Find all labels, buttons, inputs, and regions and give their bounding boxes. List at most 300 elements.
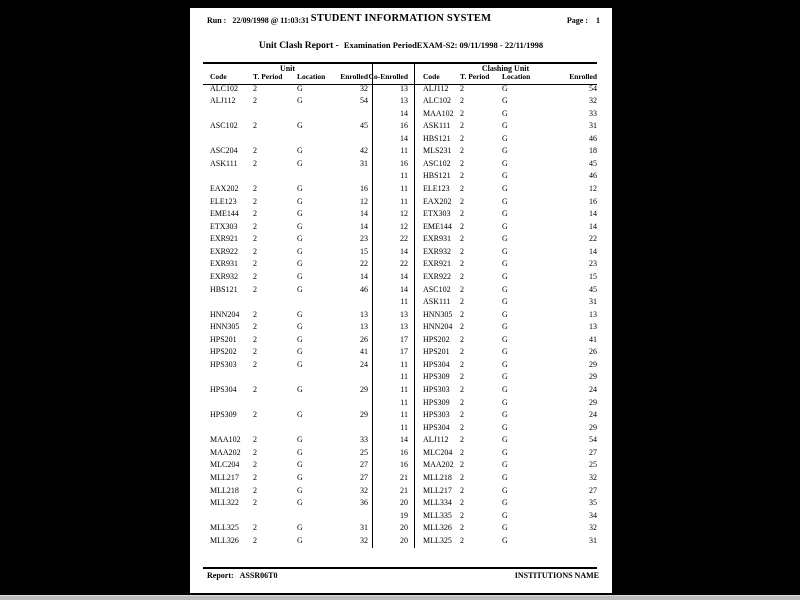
table-row	[203, 108, 597, 121]
cell-clash-tperiod: 2	[460, 372, 464, 382]
cell-clash-tperiod: 2	[460, 121, 464, 131]
cell-unit-code: ASC204	[210, 146, 238, 156]
column-gap	[408, 422, 423, 435]
cell-clash-enrolled: 54	[589, 83, 597, 93]
cell-unit-tperiod	[253, 133, 297, 146]
cell-clash-tperiod: 2	[460, 397, 464, 407]
cell-coenrolled: 21	[400, 472, 408, 482]
cell-unit-location: G	[297, 359, 303, 369]
cell-clash-enrolled: 25	[589, 460, 597, 470]
cell-unit-code	[210, 133, 253, 146]
cell-unit-location	[297, 397, 337, 410]
cell-unit-code: EXR931	[210, 259, 238, 269]
cell-unit-location: G	[297, 184, 303, 193]
cell-unit-tperiod: 2	[253, 196, 257, 206]
table-row	[203, 535, 597, 548]
cell-unit-tperiod: 2	[253, 146, 257, 156]
cell-coenrolled: 22	[400, 259, 408, 269]
table-row	[203, 95, 597, 108]
cell-clash-enrolled: 22	[589, 234, 597, 244]
footer-report-code: ASSR06T0	[239, 571, 278, 580]
cell-unit-enrolled	[337, 170, 368, 183]
column-gap	[408, 258, 423, 271]
column-gap	[408, 522, 423, 535]
cell-clash-tperiod: 2	[460, 309, 464, 319]
cell-unit-tperiod	[253, 371, 297, 384]
cell-clash-code: HBS121	[423, 171, 451, 181]
taskbar-strip	[0, 595, 800, 600]
cell-clash-location: G	[502, 498, 508, 508]
cell-unit-tperiod: 2	[253, 410, 257, 420]
cell-unit-location: G	[297, 435, 303, 445]
cell-clash-code: HPS201	[423, 347, 450, 357]
cell-unit-location	[297, 422, 337, 435]
cell-clash-enrolled: 54	[589, 435, 597, 445]
cell-unit-enrolled: 27	[360, 472, 368, 482]
table-row	[203, 334, 597, 347]
cell-unit-code: HPS309	[210, 410, 237, 420]
cell-clash-enrolled: 18	[589, 146, 597, 156]
cell-clash-code: MLC204	[423, 447, 453, 457]
cell-unit-code: ASK111	[210, 158, 238, 168]
cell-unit-location: G	[297, 221, 303, 231]
cell-unit-tperiod	[253, 422, 297, 435]
cell-unit-code: MLL217	[210, 472, 239, 482]
cell-unit-location: G	[297, 334, 303, 344]
cell-unit-tperiod: 2	[253, 472, 257, 482]
cell-unit-location: G	[297, 146, 303, 156]
cell-clash-location: G	[502, 96, 508, 106]
column-gap	[408, 296, 423, 309]
cell-unit-location: G	[297, 447, 303, 457]
cell-unit-location: G	[297, 472, 303, 482]
cell-clash-tperiod: 2	[460, 410, 464, 420]
cell-clash-location: G	[502, 234, 508, 244]
cell-unit-enrolled	[337, 397, 368, 410]
cell-unit-code	[210, 170, 253, 183]
cell-clash-enrolled: 13	[589, 322, 597, 332]
cell-coenrolled: 17	[400, 347, 408, 357]
cell-unit-enrolled: 13	[360, 322, 368, 332]
cell-unit-tperiod: 2	[253, 234, 257, 244]
cell-unit-code: MLL218	[210, 485, 239, 495]
page-indicator-label: Page :	[566, 16, 588, 25]
cell-unit-location: G	[297, 83, 303, 93]
report-subtitle	[190, 35, 612, 53]
cell-clash-enrolled: 29	[589, 372, 597, 382]
column-gap	[408, 95, 423, 108]
cell-coenrolled: 11	[400, 171, 408, 181]
cell-unit-enrolled: 41	[360, 347, 368, 357]
cell-coenrolled: 20	[400, 523, 408, 533]
header-clash-location: Location	[502, 72, 531, 81]
cell-unit-location: G	[297, 259, 303, 269]
cell-clash-tperiod: 2	[460, 271, 464, 281]
cell-unit-location: G	[297, 485, 303, 495]
cell-unit-tperiod: 2	[253, 309, 257, 319]
table-row	[203, 384, 597, 397]
cell-unit-tperiod: 2	[253, 246, 257, 256]
cell-clash-tperiod: 2	[460, 322, 464, 332]
column-gap	[408, 284, 423, 297]
cell-unit-enrolled: 32	[360, 535, 368, 545]
cell-coenrolled: 11	[400, 410, 408, 420]
column-gap	[408, 472, 423, 485]
cell-unit-location: G	[297, 209, 303, 219]
table-row	[203, 120, 597, 133]
cell-unit-enrolled: 23	[360, 234, 368, 244]
cell-unit-code: MAA202	[210, 447, 241, 457]
table-row	[203, 170, 597, 183]
cell-coenrolled: 14	[400, 435, 408, 445]
cell-clash-code: MAA202	[423, 460, 454, 470]
cell-clash-tperiod: 2	[460, 209, 464, 219]
header-clash-code: Code	[423, 72, 440, 81]
cell-unit-code	[210, 510, 253, 523]
table-row	[203, 371, 597, 384]
footer-report-label: Report:	[207, 571, 234, 580]
cell-unit-enrolled: 14	[360, 271, 368, 281]
column-gap	[408, 334, 423, 347]
cell-coenrolled: 16	[400, 121, 408, 131]
cell-unit-location: G	[297, 347, 303, 357]
cell-clash-tperiod: 2	[460, 385, 464, 394]
cell-coenrolled: 14	[400, 284, 408, 294]
cell-unit-tperiod	[253, 108, 297, 121]
cell-unit-tperiod	[253, 510, 297, 523]
column-gap	[408, 196, 423, 209]
cell-clash-enrolled: 27	[589, 485, 597, 495]
cell-clash-code: HNN305	[423, 309, 453, 319]
footer-report-id	[207, 571, 277, 580]
cell-clash-code: HPS309	[423, 372, 450, 382]
cell-clash-location: G	[502, 485, 508, 495]
cell-clash-tperiod: 2	[460, 221, 464, 231]
cell-unit-location: G	[297, 234, 303, 244]
header-unit-location: Location	[297, 72, 326, 81]
cell-coenrolled: 22	[400, 234, 408, 244]
column-gap	[408, 72, 423, 82]
cell-clash-enrolled: 27	[589, 447, 597, 457]
cell-clash-code: ASK111	[423, 121, 451, 131]
cell-coenrolled: 14	[400, 108, 408, 118]
cell-unit-tperiod: 2	[253, 96, 257, 106]
cell-unit-tperiod: 2	[253, 498, 257, 508]
column-gap	[408, 346, 423, 359]
header-unit-enrolled: Enrolled	[340, 72, 368, 81]
cell-clash-enrolled: 29	[589, 359, 597, 369]
header-unit-tperiod: T. Period	[253, 72, 283, 81]
cell-unit-code	[210, 108, 253, 121]
cell-unit-enrolled: 14	[360, 221, 368, 231]
cell-coenrolled: 14	[400, 246, 408, 256]
cell-coenrolled: 13	[400, 322, 408, 332]
cell-clash-tperiod: 2	[460, 108, 464, 118]
cell-unit-enrolled: 29	[360, 385, 368, 394]
cell-clash-code: HPS304	[423, 359, 450, 369]
cell-unit-enrolled	[337, 510, 368, 523]
cell-unit-code: EXR932	[210, 271, 238, 281]
cell-unit-enrolled: 31	[360, 523, 368, 533]
cell-clash-tperiod: 2	[460, 259, 464, 269]
cell-unit-tperiod: 2	[253, 121, 257, 131]
cell-unit-tperiod: 2	[253, 435, 257, 445]
cell-clash-enrolled: 33	[589, 108, 597, 118]
cell-clash-location: G	[502, 259, 508, 269]
cell-clash-enrolled: 32	[589, 523, 597, 533]
run-timestamp-label: Run :	[207, 16, 227, 25]
cell-clash-enrolled: 31	[589, 121, 597, 131]
cell-clash-code: HPS309	[423, 397, 450, 407]
cell-clash-tperiod: 2	[460, 83, 464, 93]
cell-clash-enrolled: 46	[589, 133, 597, 143]
cell-unit-code: HPS304	[210, 385, 237, 394]
cell-unit-tperiod	[253, 170, 297, 183]
column-gap	[408, 133, 423, 146]
cell-clash-enrolled: 35	[589, 498, 597, 508]
report-title: STUDENT INFORMATION SYSTEM	[310, 13, 492, 24]
table-row	[203, 459, 597, 472]
table-rows	[203, 83, 597, 548]
page-indicator	[567, 16, 600, 25]
cell-clash-location: G	[502, 347, 508, 357]
cell-unit-enrolled	[337, 371, 368, 384]
cell-unit-enrolled: 46	[360, 284, 368, 294]
cell-clash-enrolled: 32	[589, 472, 597, 482]
cell-clash-enrolled: 23	[589, 259, 597, 269]
cell-unit-code	[210, 371, 253, 384]
cell-clash-location: G	[502, 447, 508, 457]
cell-unit-enrolled: 36	[360, 498, 368, 508]
cell-coenrolled: 11	[400, 372, 408, 382]
cell-clash-tperiod: 2	[460, 184, 464, 193]
cell-clash-code: HPS303	[423, 385, 450, 394]
column-gap	[408, 371, 423, 384]
cell-unit-enrolled: 16	[360, 184, 368, 193]
cell-clash-tperiod: 2	[460, 284, 464, 294]
cell-coenrolled: 12	[400, 209, 408, 219]
table-row	[203, 422, 597, 435]
cell-unit-enrolled: 32	[360, 83, 368, 93]
cell-clash-enrolled: 13	[589, 309, 597, 319]
table-row	[203, 434, 597, 447]
cell-unit-code: MLC204	[210, 460, 240, 470]
cell-clash-location: G	[502, 108, 508, 118]
cell-coenrolled: 11	[400, 422, 408, 432]
cell-unit-enrolled: 32	[360, 485, 368, 495]
column-header-row	[203, 72, 597, 82]
table-row	[203, 510, 597, 523]
cell-clash-enrolled: 14	[589, 246, 597, 256]
table-row	[203, 359, 597, 372]
table-row	[203, 284, 597, 297]
cell-unit-location: G	[297, 460, 303, 470]
cell-coenrolled: 14	[400, 271, 408, 281]
cell-unit-location: G	[297, 284, 303, 294]
column-gap	[408, 485, 423, 498]
cell-unit-tperiod: 2	[253, 485, 257, 495]
column-gap	[408, 158, 423, 171]
cell-clash-enrolled: 34	[589, 510, 597, 520]
cell-clash-location: G	[502, 221, 508, 231]
cell-clash-tperiod: 2	[460, 485, 464, 495]
cell-unit-code: HPS201	[210, 334, 237, 344]
cell-clash-tperiod: 2	[460, 146, 464, 156]
cell-clash-code: ETX303	[423, 209, 451, 219]
column-gap	[408, 145, 423, 158]
table-row	[203, 221, 597, 234]
cell-unit-enrolled: 33	[360, 435, 368, 445]
table-row	[203, 258, 597, 271]
unit-group-label: Unit	[279, 64, 296, 73]
cell-unit-enrolled	[337, 133, 368, 146]
cell-unit-code: HNN305	[210, 322, 240, 332]
cell-clash-location: G	[502, 171, 508, 181]
column-gap	[408, 447, 423, 460]
cell-unit-location	[297, 133, 337, 146]
cell-unit-enrolled: 14	[360, 209, 368, 219]
cell-clash-location: G	[502, 523, 508, 533]
cell-coenrolled: 13	[400, 83, 408, 93]
cell-unit-tperiod: 2	[253, 284, 257, 294]
cell-clash-location: G	[502, 510, 508, 520]
cell-unit-code: ASC102	[210, 121, 238, 131]
cell-unit-location	[297, 108, 337, 121]
cell-clash-code: MAA102	[423, 108, 454, 118]
cell-clash-code: EME144	[423, 221, 452, 231]
cell-unit-tperiod: 2	[253, 83, 257, 93]
cell-clash-tperiod: 2	[460, 535, 464, 545]
table-row	[203, 83, 597, 96]
column-gap	[408, 497, 423, 510]
cell-unit-location	[297, 371, 337, 384]
cell-coenrolled: 16	[400, 447, 408, 457]
cell-unit-tperiod: 2	[253, 221, 257, 231]
cell-clash-tperiod: 2	[460, 460, 464, 470]
cell-unit-location: G	[297, 498, 303, 508]
cell-coenrolled: 16	[400, 158, 408, 168]
column-gap	[408, 83, 423, 96]
cell-clash-code: ALJ112	[423, 83, 449, 93]
cell-clash-tperiod: 2	[460, 359, 464, 369]
cell-clash-code: ELE123	[423, 184, 450, 193]
cell-coenrolled: 11	[400, 397, 408, 407]
cell-clash-location: G	[502, 297, 508, 307]
cell-clash-enrolled: 15	[589, 271, 597, 281]
cell-unit-location: G	[297, 535, 303, 545]
cell-clash-enrolled: 31	[589, 535, 597, 545]
cell-clash-location: G	[502, 359, 508, 369]
cell-clash-code: EXR921	[423, 259, 451, 269]
column-gap	[408, 510, 423, 523]
column-gap	[408, 409, 423, 422]
cell-unit-enrolled: 29	[360, 410, 368, 420]
cell-unit-enrolled: 45	[360, 121, 368, 131]
column-gap	[408, 397, 423, 410]
cell-coenrolled: 21	[400, 485, 408, 495]
table-row	[203, 321, 597, 334]
header-unit-code: Code	[210, 72, 227, 81]
table-row	[203, 233, 597, 246]
cell-coenrolled: 17	[400, 334, 408, 344]
cell-clash-location: G	[502, 146, 508, 156]
cell-unit-enrolled	[337, 296, 368, 309]
table-row	[203, 271, 597, 284]
table-row	[203, 208, 597, 221]
table-row	[203, 183, 597, 196]
cell-unit-code: HPS202	[210, 347, 237, 357]
column-gap	[408, 246, 423, 259]
table-row	[203, 447, 597, 460]
cell-clash-tperiod: 2	[460, 133, 464, 143]
cell-unit-code: MLL325	[210, 523, 239, 533]
column-gap	[408, 108, 423, 121]
cell-coenrolled: 11	[400, 385, 408, 394]
cell-clash-code: MLL217	[423, 485, 452, 495]
cell-clash-enrolled: 12	[589, 184, 597, 193]
cell-unit-location: G	[297, 246, 303, 256]
table-row	[203, 522, 597, 535]
cell-unit-enrolled: 24	[360, 359, 368, 369]
cell-coenrolled: 11	[400, 297, 408, 307]
table-row	[203, 409, 597, 422]
cell-coenrolled: 19	[400, 510, 408, 520]
cell-unit-enrolled: 31	[360, 158, 368, 168]
table-row	[203, 472, 597, 485]
cell-clash-location: G	[502, 460, 508, 470]
cell-unit-location: G	[297, 385, 303, 394]
cell-unit-code	[210, 296, 253, 309]
cell-clash-location: G	[502, 196, 508, 206]
cell-unit-tperiod: 2	[253, 460, 257, 470]
cell-clash-location: G	[502, 334, 508, 344]
cell-clash-enrolled: 41	[589, 334, 597, 344]
header-clash-enrolled: Enrolled	[569, 72, 597, 81]
column-gap	[408, 221, 423, 234]
cell-unit-code: HBS121	[210, 284, 238, 294]
subtitle-exam-period: Examination PeriodEXAM-S2: 09/11/1998 - 22/11/1998	[343, 40, 544, 50]
cell-clash-location: G	[502, 246, 508, 256]
cell-unit-code: MLL322	[210, 498, 239, 508]
cell-clash-location: G	[502, 410, 508, 420]
cell-clash-enrolled: 46	[589, 171, 597, 181]
cell-clash-location: G	[502, 121, 508, 131]
cell-clash-code: MLL325	[423, 535, 452, 545]
cell-clash-location: G	[502, 385, 508, 394]
cell-unit-enrolled: 27	[360, 460, 368, 470]
cell-clash-enrolled: 24	[589, 410, 597, 420]
column-gap	[408, 384, 423, 397]
cell-unit-code: ETX303	[210, 221, 238, 231]
cell-clash-code: HNN204	[423, 322, 453, 332]
cell-clash-tperiod: 2	[460, 334, 464, 344]
table-row	[203, 133, 597, 146]
cell-clash-location: G	[502, 435, 508, 445]
cell-clash-location: G	[502, 83, 508, 93]
cell-clash-tperiod: 2	[460, 523, 464, 533]
cell-unit-location: G	[297, 271, 303, 281]
cell-clash-code: MLL218	[423, 472, 452, 482]
cell-unit-enrolled: 26	[360, 334, 368, 344]
cell-clash-tperiod: 2	[460, 96, 464, 106]
cell-clash-code: EXR931	[423, 234, 451, 244]
table-row	[203, 145, 597, 158]
cell-coenrolled: 11	[400, 146, 408, 156]
table-row	[203, 497, 597, 510]
cell-clash-location: G	[502, 209, 508, 219]
cell-clash-enrolled: 29	[589, 397, 597, 407]
column-gap	[408, 208, 423, 221]
